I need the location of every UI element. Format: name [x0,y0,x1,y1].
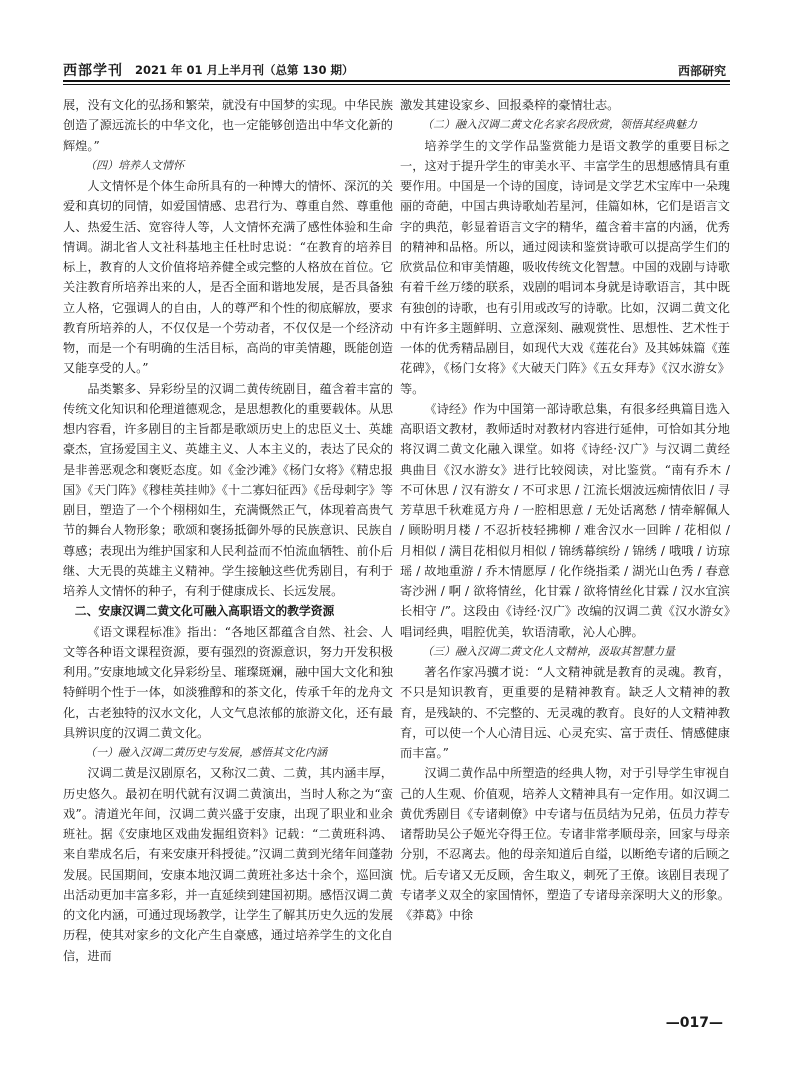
body-paragraph: 汉调二黄是汉剧原名，又称汉二黄、二黄，其内涵丰厚，历史悠久。最初在明代就有汉调二黄演出，当时人称之为“蛮戏”。清道光年间，汉调二黄兴盛于安康，出现了职业和业余班社。据《安康地区戏曲发掘组资料》记载：“二黄班科鸿、来自辈成名后，有来安康开科授徒。”汉调二黄到光绪年间蓬勃发展。民国期间，安康本地汉调二黄班社多达十余个，巡回演出活动更加丰富多彩，并一直延续到建国初期。感悟汉调二黄的文化内涵，可通过现场教学，让学生了解其历史久远的发展历程，使其对家乡的文化产生自豪感，通过培养学生的文化自信，进而 [63,766,393,963]
right-column [400,95,730,925]
journal-brand-logo: 西部学刊 [63,63,123,79]
body-paragraph: 培养学生的文学作品鉴赏能力是语文教学的重要目标之一，这对于提升学生的审美水平、丰富学生的思想感情具有重要作用。中国是一个诗的国度，诗词是文学艺术宝库中一朵瑰丽的奇葩，中国古典诗歌灿若星河，佳篇如林，它们是语言文字的典范，彰显着语言文字的精华，蕴含着丰富的内涵，优秀的精神和品格。所以，通过阅读和鉴赏诗歌可以提高学生们的欣赏品位和审美情趣，吸收传统文化智慧。中国的戏剧与诗歌有着千丝万缕的联系，戏剧的唱词本身就是诗歌语言，其中既有独创的诗歌，也有引用或改写的诗歌。比如，汉调二黄文化中有许多主题鲜明、立意深刻、融观赏性、思想性、艺术性于一体的优秀精品剧目，如现代大戏《莲花台》及其姊妹篇《莲花碑》，《杨门女将》《大破天门阵》《五女拜寿》《汉水游女》等。 [400,138,730,396]
header-rule-thin [63,84,730,85]
body-paragraph: 《诗经》作为中国第一部诗歌总集，有很多经典篇目选入高职语文教材，教师适时对教材内容进行延伸，可恰如其分地将汉调二黄文化融入课堂。如将《诗经·汉广》与汉调二黄经典曲目《汉水游女》进行比较阅读，对比鉴赏。“南有乔木 / 不可休思 / 汉有游女 / 不可求思 / 江流长烟波远痴情依旧 / 寻芳草思千秋难觅方舟 / 一腔相思意 / 无处话离愁 / 情牵解佩人 / 顾盼明月楼 / 不忍折枝轻拂柳 / 难舍汉水一回眸 / 花相似 / 月相似 / 满目花相似月相似 / 锦绣幕缤纷 / 锦绣 / 哦哦 / 访琼瑶 / 故地重游 / 乔木情愿厚 / 化作绕指柔 / 湖光山色秀 / 春意寄沙洲 / 啊 / 欲将情丝，化甘霖 / 欲将情丝化甘霖 / 汉水宜滨长相守 /”。这段由《诗经·汉广》改编的汉调二黄《汉水游女》唱词经典，唱腔优美，软语清歌，沁人心脾。 [400,401,730,639]
left-column [63,95,393,966]
page-number: —017— [665,1015,723,1031]
subsection-heading: （二）融入汉调二黄文化名家名段欣赏，领悟其经典魅力 [422,118,697,132]
issue-info: 2021 年 01 月上半月刊（总第 130 期） [135,63,354,77]
section-heading: 二、安康汉调二黄文化可融入高职语文的教学资源 [74,604,335,619]
body-paragraph: 《语文课程标准》指出：“各地区都蕴含自然、社会、人文等各种语文课程资源，要有强烈的资源意识，努力开发积极利用。”安康地域文化异彩纷呈、璀璨斑斓，融中国大文化和独特鲜明个性于一体，如淡雅醇和的茶文化，传承千年的龙舟文化，古老独特的汉水文化，人文气息浓郁的旅游文化，还有最具辨识度的汉调二黄文化。 [63,624,393,740]
subsection-heading: （三）融入汉调二黄文化人文精神，汲取其智慧力量 [422,644,675,658]
body-paragraph-continued: 激发其建设家乡、回报桑梓的豪情壮志。 [400,98,620,112]
subsection-heading: （四）培养人文情怀 [85,158,184,172]
header-rule-thick [63,80,730,82]
body-paragraph: 著名作家冯骥才说：“人文精神就是教育的灵魂。教育，不只是知识教育，更重要的是精神教育。缺乏人文精神的教育，是残缺的、不完整的、无灵魂的教育。良好的人文精神教育，可以使一个人心清目远、心灵充实、富于责任、情感健康而丰富。” [400,665,730,760]
body-paragraph: 人文情怀是个体生命所具有的一种博大的情怀、深沉的关爱和真切的同情，如爱国情感、忠君行为、尊重自然、尊重他人、热爱生活、宽容待人等，人文情怀充满了感性体验和生命情调。湖北省人文社科基地主任杜时忠说：“在教育的培养目标上，教育的人文价值将培养健全或完整的人格放在首位。它关注教育所培养出来的人，是否全面和谐地发展，是否具备独立人格，它强调人的自由，人的尊严和个性的彻底解放，要求教育所培养的人，不仅仅是一个劳动者，不仅仅是一个经济动物，而是一个有明确的生活目标，高尚的审美情趣，既能创造又能享受的人。” [63,179,393,376]
page-header [63,58,730,84]
body-paragraph-continued: 展，没有文化的弘扬和繁荣，就没有中国梦的实现。中华民族创造了源远流长的中华文化，也一定能够创造出中华文化新的辉煌。” [63,98,393,153]
subsection-heading: （一）融入汉调二黄历史与发展，感悟其文化内涵 [85,746,327,759]
body-paragraph: 品类繁多、异彩纷呈的汉调二黄传统剧目，蕴含着丰富的传统文化知识和伦理道德观念，是思想教化的重要载体。从思想内容看，许多剧目的主旨都是歌颂历史上的忠臣义士、英雄豪杰，宣扬爱国主义、英雄主义、人本主义的，表达了民众的是非善恶观念和褒贬态度。如《金沙滩》《杨门女将》《精忠报国》《天门阵》《穆桂英挂帅》《十二寡妇征西》《岳母刺字》等剧目，塑造了一个个栩栩如生，充满慨然正气，体现着高贵气节的舞台人物形象；歌颂和褒扬抵御外辱的民族意识、民族自尊感；表现出为维护国家和人民利益而不怕流血牺牲、前仆后继、大无畏的英雄主义精神。学生接触这些优秀剧目，有利于培养人文情怀的种子，有利于健康成长、长远发展。 [63,381,393,598]
section-name: 西部研究 [677,64,726,78]
body-paragraph: 汉调二黄作品中所塑造的经典人物，对于引导学生审视自己的人生观、价值观，培养人文精神具有一定作用。如汉调二黄优秀剧目《专诸刺僚》中专诸与伍员结为兄弟，伍员力荐专诸帮助吴公子姬光夺得王位。专诸非常孝顺母亲，回家与母亲分别，不忍离去。他的母亲知道后自缢，以断绝专诸的后顾之忧。后专诸又无反顾，舍生取义，刺死了王僚。该剧目表现了专诸孝义双全的家国情怀，塑造了专诸母亲深明大义的形象。《莽葛》中徐 [400,766,730,922]
